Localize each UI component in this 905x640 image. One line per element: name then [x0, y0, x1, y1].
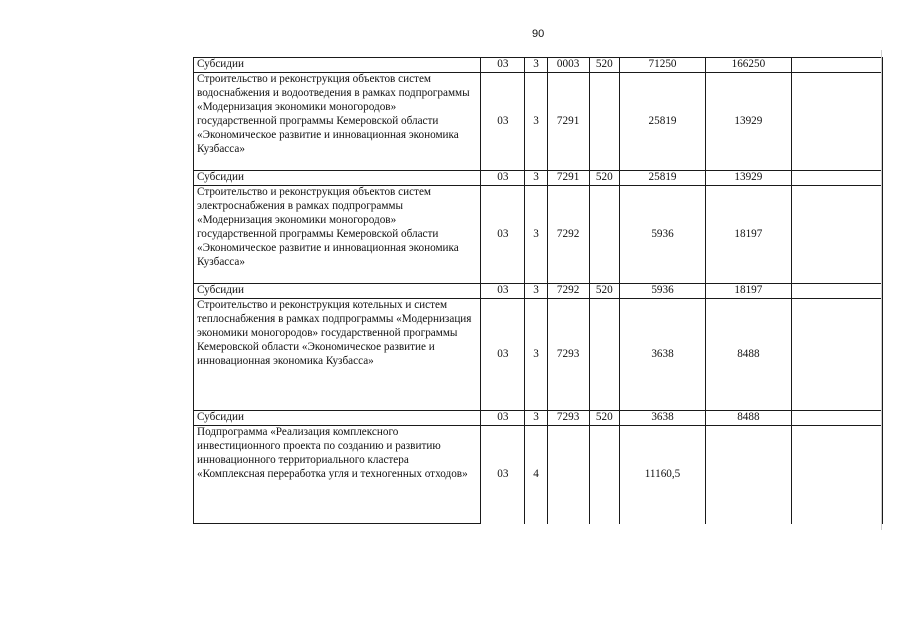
subsection-code-cell: 3: [525, 58, 547, 73]
expense-type-cell: [589, 73, 619, 171]
row-name-cell: Субсидии: [194, 171, 481, 186]
subsection-code-cell: 4: [525, 426, 547, 524]
target-article-cell: 7292: [547, 284, 589, 299]
table-row: [194, 411, 883, 426]
table-row: [194, 299, 883, 411]
target-article-cell: 7292: [547, 186, 589, 284]
amount-1-cell: 11160,5: [619, 426, 705, 524]
amount-2-cell: 13929: [706, 73, 791, 171]
section-code-cell: 03: [481, 411, 525, 426]
subsection-code-cell: 3: [525, 186, 547, 284]
subsection-code-cell: 3: [525, 299, 547, 411]
section-code-cell: 03: [481, 284, 525, 299]
row-name-cell: Субсидии: [194, 411, 481, 426]
amount-2-cell: 18197: [706, 186, 791, 284]
table-row: [194, 426, 883, 524]
section-code-cell: 03: [481, 171, 525, 186]
amount-3-cell: [791, 186, 882, 284]
target-article-cell: 7291: [547, 73, 589, 171]
target-article-cell: 7291: [547, 171, 589, 186]
section-code-cell: 03: [481, 186, 525, 284]
expense-type-cell: 520: [589, 411, 619, 426]
amount-3-cell: [791, 411, 882, 426]
table-row: [194, 171, 883, 186]
amount-3-cell: [791, 426, 882, 524]
expense-type-cell: 520: [589, 58, 619, 73]
section-code-cell: 03: [481, 58, 525, 73]
budget-table: [193, 57, 883, 524]
expense-type-cell: [589, 426, 619, 524]
target-article-cell: 0003: [547, 58, 589, 73]
amount-2-cell: 8488: [706, 299, 791, 411]
section-code-cell: 03: [481, 299, 525, 411]
row-name-cell: Подпрограмма «Реализация комплексного инвестиционного проекта по созданию и развитию инновационного территориального кластера «Комплексная переработка угля и техногенных отходов»: [194, 426, 481, 524]
row-name-cell: Строительство и реконструкция объектов систем водоснабжения и водоотведения в рамках подпрограммы «Модернизация экономики моногородов» государственной программы Кемеровской области «Экономическое развитие и инновационная экономика Кузбасса»: [194, 73, 481, 171]
amount-2-cell: 8488: [706, 411, 791, 426]
subsection-code-cell: 3: [525, 411, 547, 426]
expense-type-cell: [589, 299, 619, 411]
amount-3-cell: [791, 58, 882, 73]
row-name-cell: Строительство и реконструкция объектов систем электроснабжения в рамках подпрограммы «Модернизация экономики моногородов» государственной программы Кемеровской области «Экономическое развитие и инновационная экономика Кузбасса»: [194, 186, 481, 284]
page-edge: [881, 50, 882, 530]
target-article-cell: 7293: [547, 411, 589, 426]
amount-1-cell: 25819: [619, 171, 705, 186]
amount-2-cell: 13929: [706, 171, 791, 186]
amount-2-cell: 18197: [706, 284, 791, 299]
page-number: 90: [532, 28, 545, 40]
expense-type-cell: 520: [589, 171, 619, 186]
row-name-cell: Субсидии: [194, 284, 481, 299]
section-code-cell: 03: [481, 426, 525, 524]
subsection-code-cell: 3: [525, 171, 547, 186]
amount-3-cell: [791, 299, 882, 411]
amount-2-cell: 166250: [706, 58, 791, 73]
amount-1-cell: 25819: [619, 73, 705, 171]
table-row: [194, 73, 883, 171]
row-name-cell: Строительство и реконструкция котельных и систем теплоснабжения в рамках подпрограммы «Модернизация экономики моногородов» государственной программы Кемеровской области «Экономическое развитие и инновационная экономика Кузбасса»: [194, 299, 481, 411]
amount-3-cell: [791, 171, 882, 186]
amount-1-cell: 3638: [619, 411, 705, 426]
row-name-cell: Субсидии: [194, 58, 481, 73]
amount-1-cell: 5936: [619, 284, 705, 299]
amount-1-cell: 5936: [619, 186, 705, 284]
subsection-code-cell: 3: [525, 73, 547, 171]
target-article-cell: [547, 426, 589, 524]
target-article-cell: 7293: [547, 299, 589, 411]
amount-2-cell: [706, 426, 791, 524]
amount-1-cell: 71250: [619, 58, 705, 73]
amount-1-cell: 3638: [619, 299, 705, 411]
section-code-cell: 03: [481, 73, 525, 171]
amount-3-cell: [791, 284, 882, 299]
table-row: [194, 284, 883, 299]
table-body: [194, 58, 883, 524]
subsection-code-cell: 3: [525, 284, 547, 299]
expense-type-cell: 520: [589, 284, 619, 299]
table-row: [194, 186, 883, 284]
table-row: [194, 58, 883, 73]
amount-3-cell: [791, 73, 882, 171]
expense-type-cell: [589, 186, 619, 284]
